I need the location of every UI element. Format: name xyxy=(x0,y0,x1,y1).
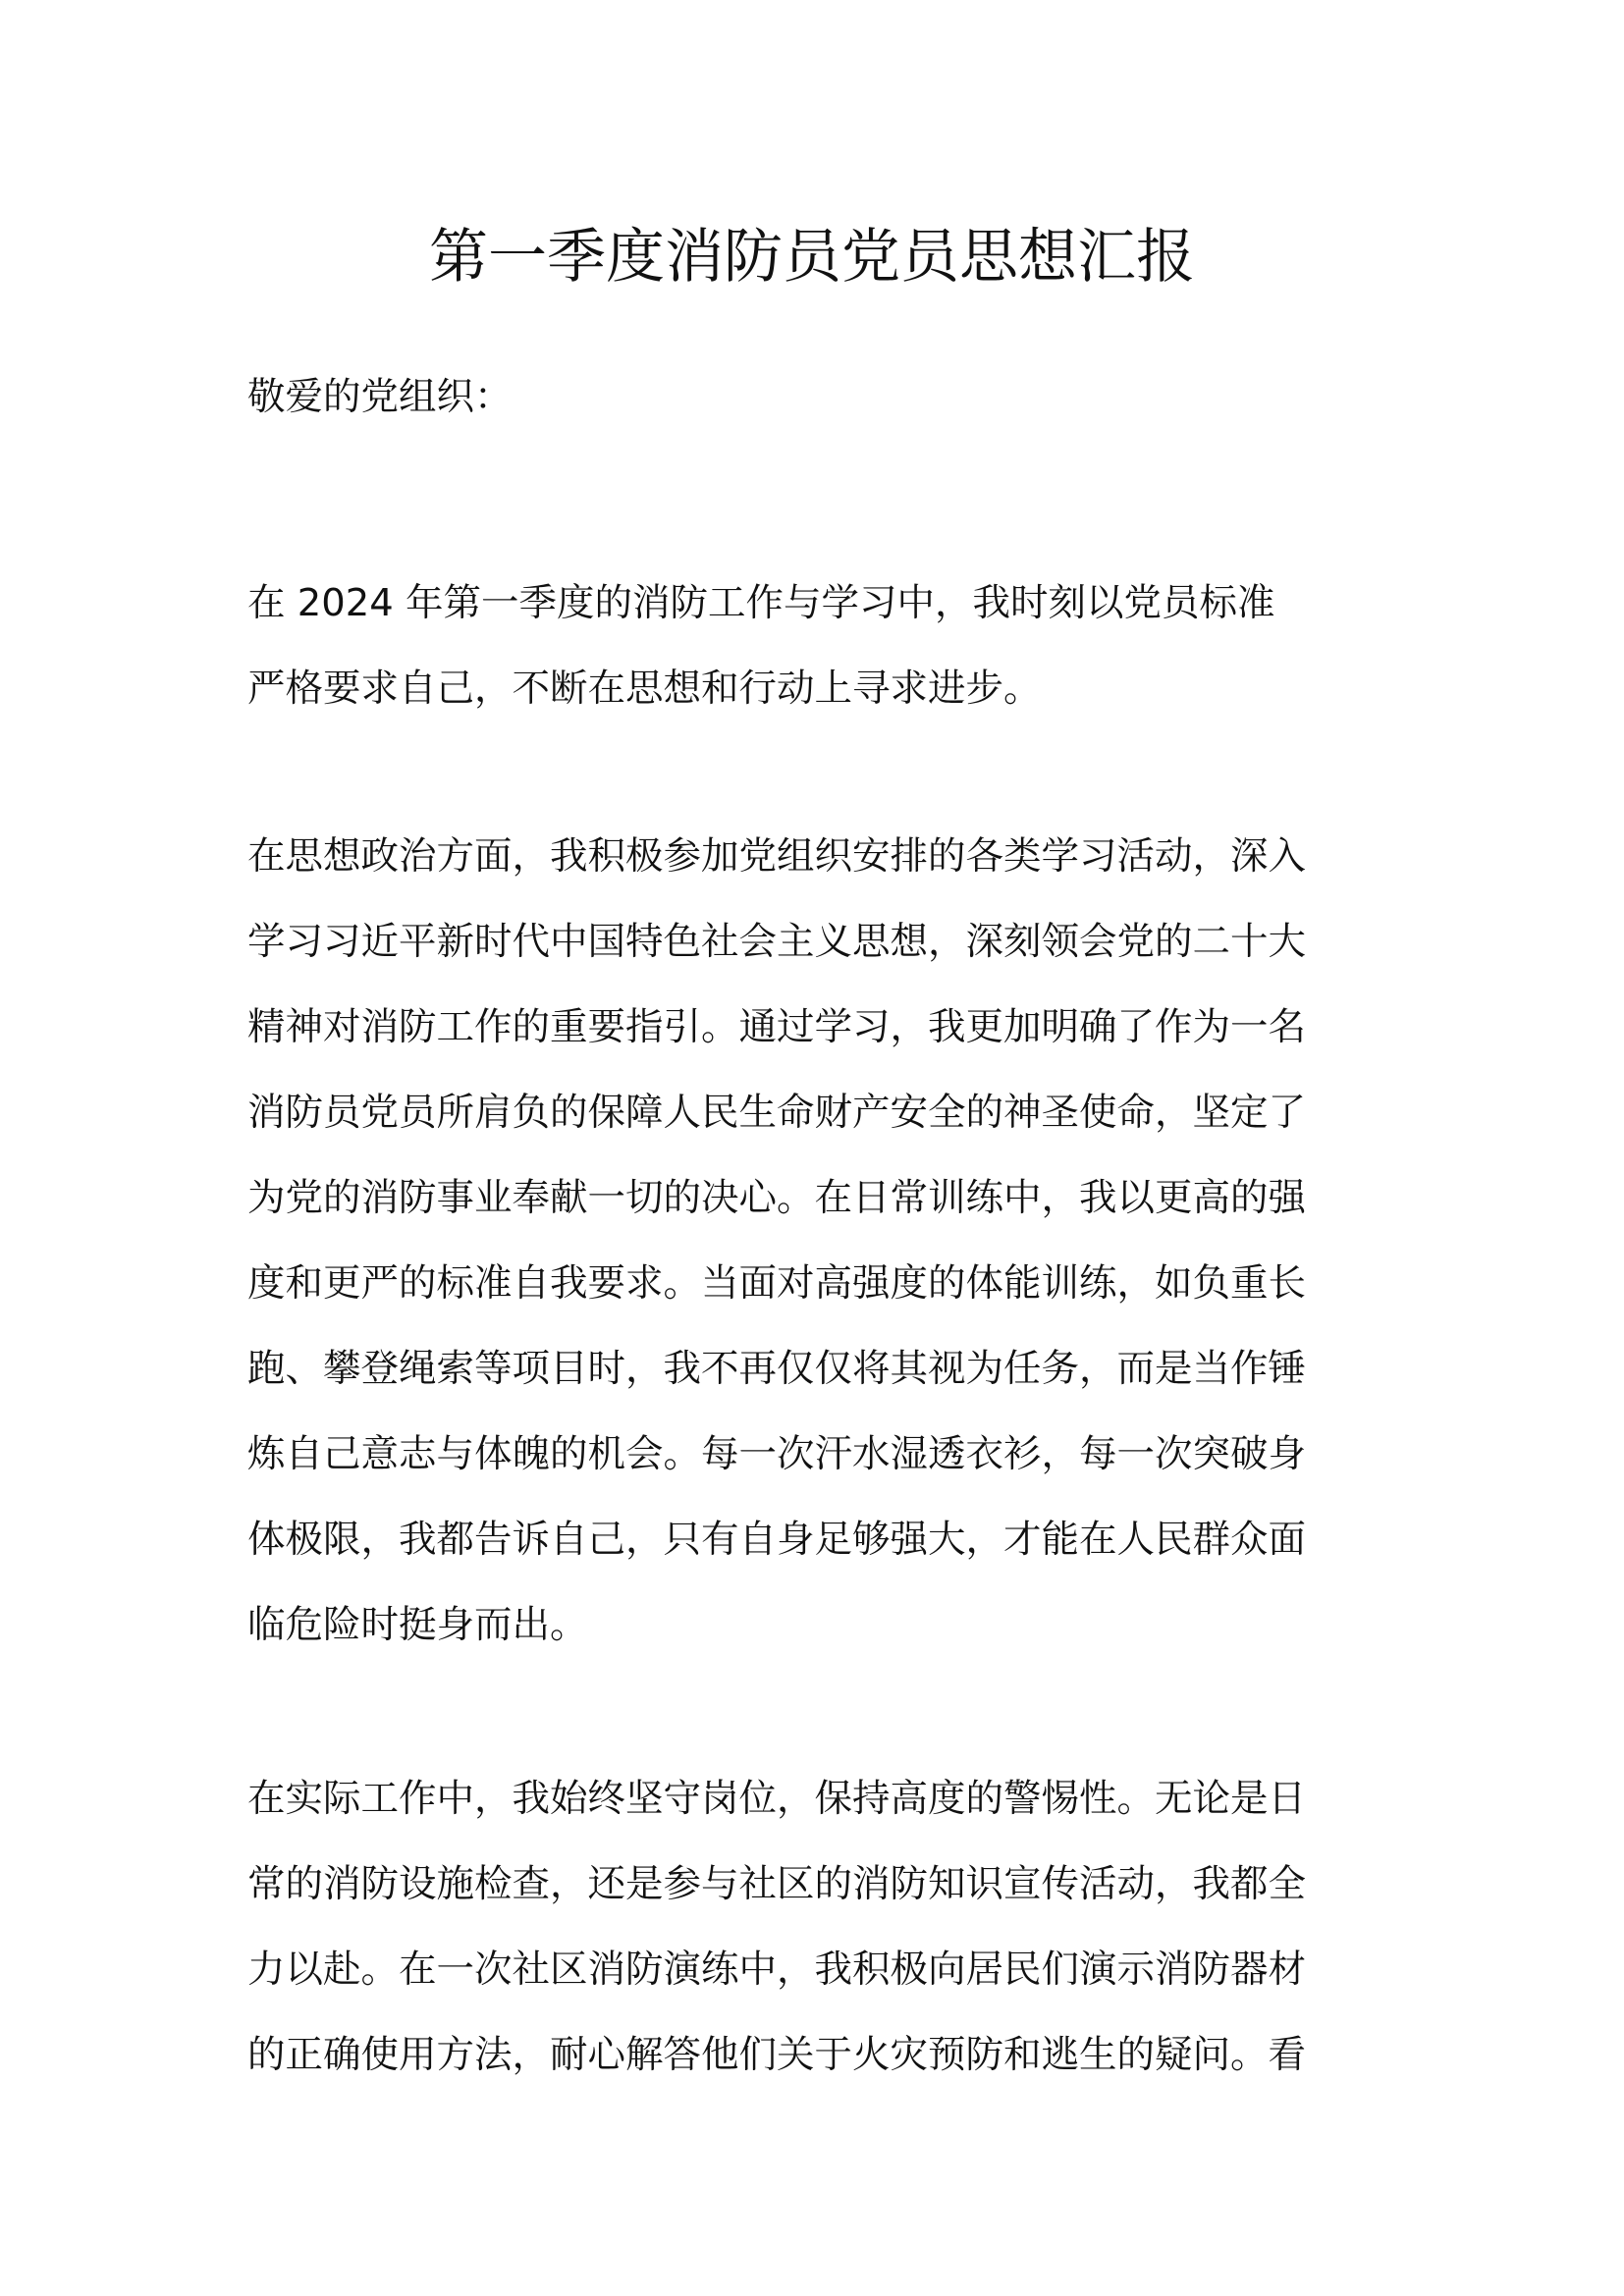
text-line: 炼自己意志与体魄的机会。每一次汗水湿透衣衫，每一次突破身 xyxy=(247,1432,1307,1476)
text-line: 的正确使用方法，耐心解答他们关于火灾预防和逃生的疑问。看 xyxy=(247,2033,1307,2077)
text-line: 临危险时挺身而出。 xyxy=(247,1603,588,1647)
text-line: 常的消防设施检查，还是参与社区的消防知识宣传活动，我都全 xyxy=(247,1862,1307,1906)
text-line: 学习习近平新时代中国特色社会主义思想，深刻领会党的二十大 xyxy=(247,920,1307,964)
text-line: 在实际工作中，我始终坚守岗位，保持高度的警惕性。无论是日 xyxy=(247,1777,1307,1821)
text-line: 跑、攀登绳索等项目时，我不再仅仅将其视为任务，而是当作锤 xyxy=(247,1347,1307,1391)
salutation xyxy=(247,354,1396,440)
text-line: 为党的消防事业奉献一切的决心。在日常训练中，我以更高的强 xyxy=(247,1176,1307,1220)
text-line: 度和更严的标准自我要求。当面对高强度的体能训练，如负重长 xyxy=(247,1261,1307,1306)
paragraph-work xyxy=(247,1756,1396,2098)
document-title: 第一季度消防员党员思想汇报 xyxy=(429,223,1195,292)
salutation-text: 敬爱的党组织： xyxy=(247,375,513,419)
text-line: 力以赴。在一次社区消防演练中，我积极向居民们演示消防器材 xyxy=(247,1948,1307,1992)
text-line: 在 2024 年第一季度的消防工作与学习中，我时刻以党员标准 xyxy=(247,581,1275,625)
paragraph-ideology xyxy=(247,814,1396,1668)
paragraph-intro xyxy=(247,561,1396,731)
text-line: 体极限，我都告诉自己，只有自身足够强大，才能在人民群众面 xyxy=(247,1518,1307,1562)
text-line: 严格要求自己，不断在思想和行动上寻求进步。 xyxy=(247,667,1042,711)
text-line: 在思想政治方面，我积极参加党组织安排的各类学习活动，深入 xyxy=(247,834,1307,879)
text-line: 消防员党员所肩负的保障人民生命财产安全的神圣使命，坚定了 xyxy=(247,1091,1307,1135)
text-line: 精神对消防工作的重要指引。通过学习，我更加明确了作为一名 xyxy=(247,1005,1307,1049)
